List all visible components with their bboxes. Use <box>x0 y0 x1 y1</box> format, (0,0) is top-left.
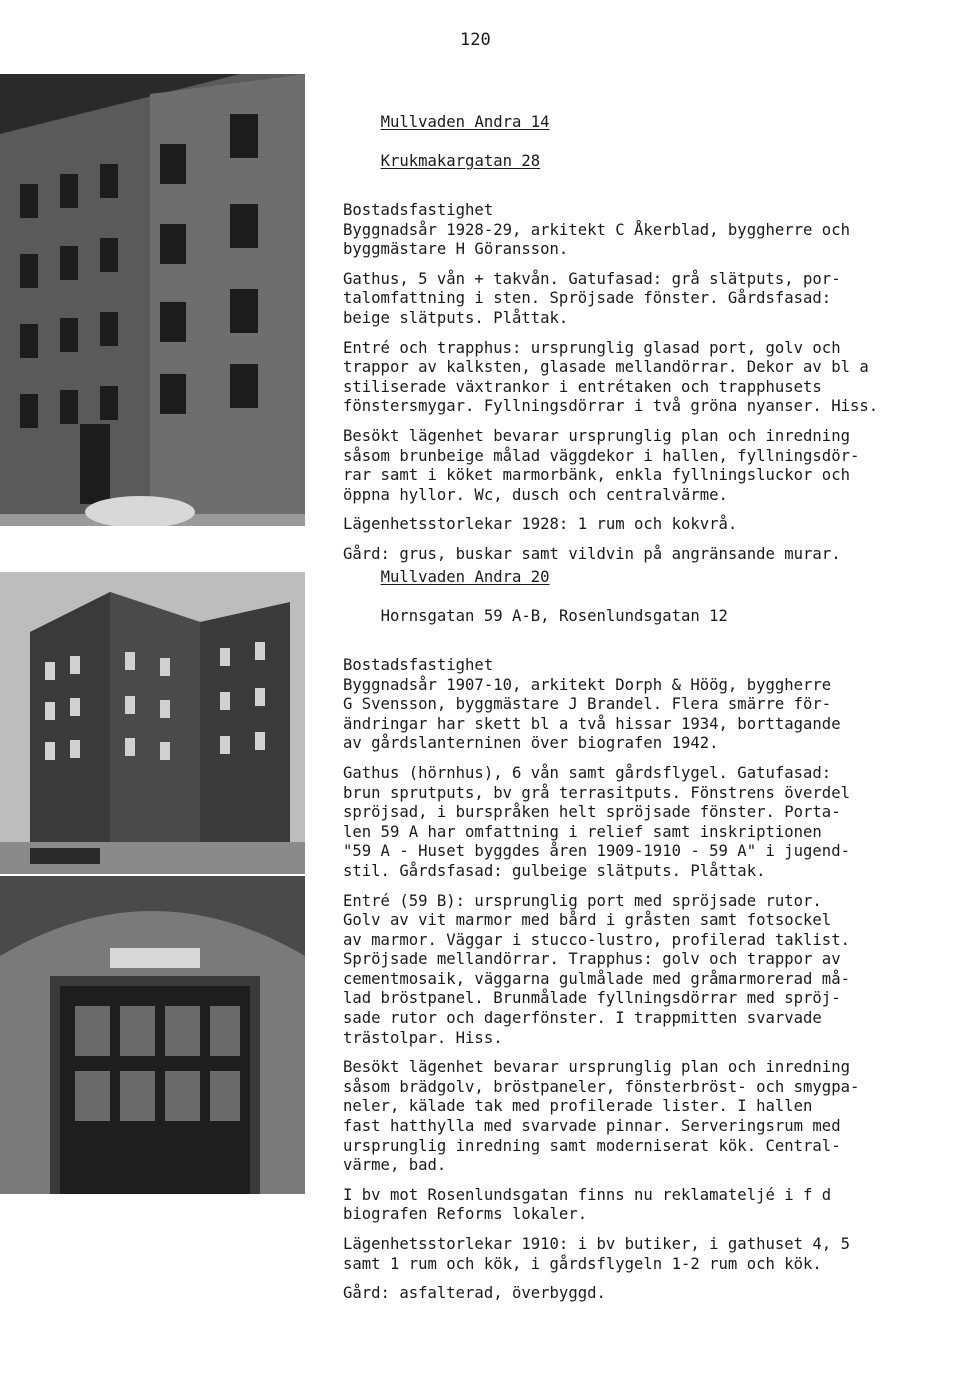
paragraph: Gård: asfalterad, överbyggd. <box>343 1284 606 1303</box>
paragraph: Entré (59 B): ursprunglig port med spröjsade rutor. Golv av vit marmor med bård i gråsten samt fotsockel av marmor. Väggar i stucco-lustro, profilerad taklist. Spröjsade mellandörrar. Trapphus: golv och trappor av cementmosaik, väggarna gulmålade med gråmarmorerad må- lad bröstpanel. Brunmålade fyllningsdörrar med spröj- sade rutor och dagerfönster. I trappmitten svarvade trästolpar. Hiss. <box>343 891 850 1047</box>
building-photo-icon <box>0 74 305 526</box>
paragraph: Lägenhetsstorlekar 1928: 1 rum och kokvrå. <box>343 515 738 534</box>
page-number: 120 <box>460 30 491 50</box>
paragraph: I bv mot Rosenlundsgatan finns nu reklamateljé i f d biografen Reforms lokaler. <box>343 1185 832 1224</box>
corner-building-photo-icon <box>0 572 305 874</box>
paragraph: Entré och trapphus: ursprunglig glasad port, golv och trappor av kalksten, glasade mellandörrar. Dekor av bl a stiliserade växtrankor i entrétaken och trapphusets fönstersmygar. Fyllningsdörrar i två gröna nyanser. Hiss. <box>343 338 879 416</box>
paragraph: Bostadsfastighet Byggnadsår 1907-10, arkitekt Dorph & Höög, byggherre G Svensson, byggmästare J Brandel. Flera smärre för- ändringar har skett bl a två hissar 1934, borttagande av gårdslanterninen över biografen 1942. <box>343 655 841 753</box>
paragraph: Besökt lägenhet bevarar ursprunglig plan och inredning såsom brunbeige målad väggdekor i hallen, fyllningsdör- rar samt i köket marmorbänk, enkla fyllningsluckor och öppna hyllor. Wc, dusch och centralvärme. <box>343 426 860 504</box>
paragraph: Gård: grus, buskar samt vildvin på angränsande murar. <box>343 544 841 563</box>
property-address: Hornsgatan 59 A-B, Rosenlundsgatan 12 <box>380 606 728 625</box>
property-entry <box>343 93 943 574</box>
paragraph: Besökt lägenhet bevarar ursprunglig plan och inredning såsom brädgolv, bröstpaneler, fönsterbröst- och smygpa- neler, kälade tak med profilerade lister. I hallen fast hatthylla med svarvade pinnar. Serveringsrum med ursprunglig inredning samt moderniserat kök. Central- värme, bad. <box>343 1058 860 1175</box>
property-title: Mullvaden Andra 20 <box>380 567 550 586</box>
property-entry <box>343 548 943 1314</box>
paragraph: Gathus, 5 vån + takvån. Gatufasad: grå slätputs, por- talomfattning i sten. Spröjsade fönster. Gårdsfasad: beige slätputs. Plåttak. <box>343 269 841 327</box>
property-address: Krukmakargatan 28 <box>380 151 541 170</box>
paragraph: Bostadsfastighet Byggnadsår 1928-29, arkitekt C Åkerblad, byggherre och byggmästare H Göransson. <box>343 200 850 259</box>
paragraph: Lägenhetsstorlekar 1910: i bv butiker, i gathuset 4, 5 samt 1 rum och kök, i gårdsflygeln 1-2 rum och kök. <box>343 1235 850 1273</box>
paragraph: Gathus (hörnhus), 6 vån samt gårdsflygel. Gatufasad: brun sprutputs, bv grå terrasitputs. Fönstrens överdel spröjsad, i burspråken helt spröjsade fönster. Porta- len 59 A har omfattning i relief samt inskriptionen "59 A - Huset byggdes åren 1909-1910 - 59 A" i jugend- stil. Gårdsfasad: gulbeige slätputs. Plåttak. <box>343 763 850 880</box>
portal-photo-icon <box>0 876 305 1194</box>
property-title: Mullvaden Andra 14 <box>380 112 550 131</box>
